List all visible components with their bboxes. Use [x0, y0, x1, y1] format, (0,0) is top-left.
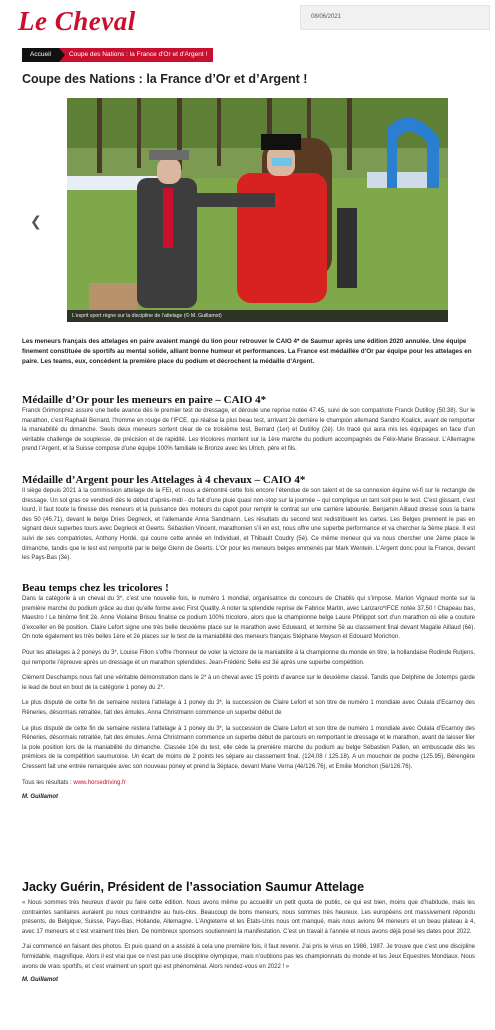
photo-caption: L’esprit sport règne sur la discipline de l’attelage (© M. Guillamot)	[67, 310, 448, 322]
section-title: Médaille d’Argent pour les Attelages à 4 chevaux – CAIO 4*	[22, 474, 306, 486]
article-photo	[67, 98, 448, 322]
section-text: Pour les attelages à 2 poneys du 3*, Louise Fillon s’offre l’honneur de voler la victoire de la maniabilité à la championne du monde en titre, la hollandaise Rodinde Rutjens, qui remporte l’épreuve après un dressage et un marathon splendides. Jean-Frédéric Selle est 3è après une superbe compétition.	[22, 649, 475, 666]
interview-title: Jacky Guérin, Président de l’association Saumur Attelage	[22, 880, 365, 894]
article-intro: Les meneurs français des attelages en paire avaient mangé du lion pour retrouver le CAIO 4* de Saumur après une édition 2020 annulée. Une équipe finement constituée de sportifs au mental solide, alliant bonne humeur et performances. La France est médaillée d’Or par équipe pour les attelages en paire. Les teams, eux, concèdent la première place du podium et décrochent la médaille d’Argent.	[22, 338, 472, 365]
breadcrumb-current: Coupe des Nations : la France d'Or et d'Argent !	[65, 48, 213, 62]
page-title: Coupe des Nations : la France d’Or et d’Argent !	[22, 72, 308, 86]
photo-illustration	[67, 98, 448, 322]
date-text: 08/06/2021	[311, 14, 342, 20]
article-signature: M. Guillamot	[22, 794, 58, 801]
breadcrumb	[22, 48, 213, 62]
section-gold	[22, 394, 475, 455]
section-title: Médaille d’Or pour les meneurs en paire – CAIO 4*	[22, 394, 267, 406]
section-text: Le plus disputé de cette fin de semaine restera l’attelage à 1 poney du 3*, la succession de Claire Lefort et son titre de numéro 1 mondiale avec Oulala d’Ecarnoy des Rêneries, désormais retraitée, fait des émules. Anna Christmann commence un superbe début de parcours en remportant le dressage et le marathon, avant de laisser filer la pole position lors de la maniabilité du dimanche. Classée 10è du test, elle cède la première marche du podium au belge Sébastien Pallen, en embuscade dès les prémices de la compétition saumuroise. Un écart de moins de 2 points les sépare au classement final. (124.08 / 125.18). A un mouchoir de poche (125.95), Bérengère Cressent fait une entrée remarquée avec son nouveau poney et prend la 3èplace, devant Marie Verna (4è/126.76), et Emilie Morichon (5è/126.76).	[22, 725, 475, 770]
interview-text: J’ai commencé en faisant des photos. Et puis quand on a assisté à cela une première fois, il faut revenir. J’ai pris le virus en 1986, 1987. Je trouve que c’est une discipline formidable, magnifique. Alors il est vrai que ce n’est pas une discipline olympique, mais n’oublions pas les championnats du monde et les Jeux Equestres Mondiaux. Nous avons de vrais sportifs, et c’est vraiment un sport qui est phénoménal. Alors rendez-vous en 2022 ! »	[22, 944, 475, 970]
site-logo[interactable]: Le Cheval	[18, 6, 136, 36]
breadcrumb-home[interactable]: Accueil	[22, 48, 59, 62]
date-box	[300, 5, 490, 30]
section-text: Dans la catégorie à un cheval du 3*, c’est une nouvelle fois, le numéro 1 mondial, organisatrice du concours de Chablis qui s’impose. Marion Vignaud monte sur la première marche du podium grâce au duo qu’elle forme avec First Quality. A noter la splendide reprise de Fabrice Martin, avec Lanzaro*IFCE notée 37,50 ! Chapeau bas, Maestro ! Le binôme finit 2è. Anne Violaine Brisou finalise ce podium 100% tricolore, alors que la championne belge Laure Philippot sort d’un marathon où elle a couture d’exceller en 8è position. Claire Lefort signe une très belle deuxième place sur le marathon avec Eduward, et termine 5è au classement final devant Magalie Aillaud (6è). On note également les très belles 1ère et 2è places sur le test de la maniabilité des meneurs français Stéphane Meyson et Edouard Morichon.	[22, 596, 475, 641]
section-text: Franck Grimonprez assure une belle avance dès le premier test de dressage, et déroule une reprise notée 47.45, suivi de son compatriote Franck Dutilloy (50.38). Sur le marathon, c’est Raphaël Berrard, l’homme en rouge de l’IFCE, qui réalise la plus beau test, arrivant 2è derrière le champion allemand Sandro Koalick, avant de remporter la maniabilité du dimanche. Seuls deux meneurs sortent clear de ce troisième test, Berrard (1er) et Dutilloy (2è). Un tracé qui aura mis les équipages en face d’un véritable challenge de souplesse, de précision et de rapidité. Les tricolores montent sur la 1ère marche du podium accompagnés de Félix-Marie Brasseur. L’Allemagne prend l’Argent, et la Suisse compose d’une équipe 100% familiale le Bronze avec les Ulrich, père et fils.	[22, 408, 475, 453]
section-text: Il siège depuis 2021 à la commission attelage de la FEI, et nous a démontré cette fois encore l’étendue de son talent et de sa connexion équine wi-fi sur le rectangle de dressage. Un sol gras ce vendredi dès le début d’après-midi - du fait d’une pluie quasi non-stop sur la journée – qui complique un tant soit peu le test. C’est glissant, c’est lourd, il faut toute la finesse des meneurs et la puissance des moteurs du capot pour remplir le contrat sur une carrière labourée. Benjamin Aillaud dresse sous la barre des 50 (46.71), devant le belge Dries Degrieck, et l’allemande Anna Sandmann. Les résultats du second test redistribuent les cartes. Les Belges prennent le pas en signant deux superbes tours avec Degrieck et Geerts. Sébastien Vincent, marathonien s’il en est, nous offre une superbe performance et va chercher la 3ème place. Il est suivi de ses compatriotes, Anthony Hordé, qui courre cette année en Individuel, et Thibault Coudry (5è). Ce même meneur qui va nous chercher une 2ème place le dimanche, tandis que le test est remporté par le belge Glenn de Geerts. L’Or pour les meneurs belges emmenés par Mark Wentein. L’Argent donc pour la France, devant les Pays-Bas (3è).	[22, 488, 475, 562]
section-silver	[22, 474, 475, 564]
section-text: Clément Deschamps nous fait une véritable démonstration dans le 2* à un cheval avec 15 points d’avance sur le deuxième classé. Tandis que Delphine de Jotemps garde le lead de bout en bout de la catégorie 1 poney du 2*.	[22, 675, 475, 691]
results-line	[22, 779, 475, 789]
section-interview	[22, 880, 475, 983]
section-title: Beau temps chez les tricolores !	[22, 582, 169, 594]
interview-signature: M. Guillamot	[22, 977, 58, 984]
results-label: Tous les résultats :	[22, 779, 74, 786]
chevron-left-icon[interactable]: ❮	[30, 214, 42, 230]
results-link[interactable]: www.horsedriving.fr	[73, 779, 126, 786]
section-weather	[22, 582, 475, 800]
section-text: Le plus disputé de cette fin de semaine restera l’attelage à 1 poney du 3*, la succession de Claire Lefort et son titre de numéro 1 mondiale avec Oulala d’Ecarnoy des Rêneries, désormais retraitée, fait des émules. Anna Christmann commence un superbe début de	[22, 700, 475, 716]
interview-text: « Nous sommes très heureux d’avoir pu faire cette édition. Nous avons même pu accueillir un petit quota de public, ce qui est bien, moins que d’habitude, mais les contraintes sanitaires auraient pu nous contraindre au huis-clos. Beaucoup de bons meneurs, nous sommes très heureux. Les européens ont massivement répondu présents, de Belgique, Suisse, Pays-Bas, Hollande, Allemagne. L’Angleterre et les Etats-Unis nous ont manqué, mais nous avions 94 meneurs et un beau plateau à 4, avec 17 meneurs et c’est vraiment très bien. De nombreux sponsors soutiennent la manifestation. C’est un travail à l’année et nous avons déjà posé les dates pour 2022.	[22, 900, 475, 935]
